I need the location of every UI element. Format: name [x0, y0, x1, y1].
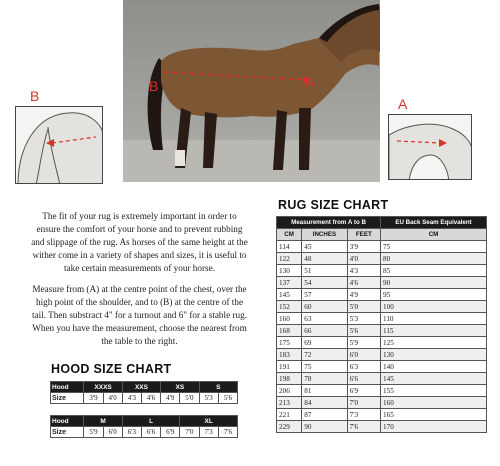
hood-size-l: L: [122, 416, 180, 427]
rug-cell-inches: 63: [302, 313, 347, 325]
label-a: A: [398, 96, 408, 112]
rug-cell-cm: 175: [277, 337, 302, 349]
description-line: wither come in a variety of shapes and sizes, it is useful to: [32, 250, 247, 260]
rug-subheader-eu-cm: CM: [381, 229, 487, 241]
rug-chart-title: RUG SIZE CHART: [278, 198, 389, 212]
rug-cell-eu-cm: 170: [381, 421, 487, 433]
rug-cell-cm: 122: [277, 253, 302, 265]
hood-size-xxxs: XXXS: [84, 382, 122, 393]
rug-cell-feet: 4'3: [347, 265, 380, 277]
rug-cell-inches: 69: [302, 337, 347, 349]
rug-cell-eu-cm: 75: [381, 241, 487, 253]
hood-table-2: [50, 415, 238, 438]
label-b: B: [30, 88, 40, 104]
rug-table-row: [277, 361, 487, 373]
rug-cell-eu-cm: 110: [381, 313, 487, 325]
hood-value: 3'9: [84, 393, 103, 404]
rug-cell-inches: 84: [302, 397, 347, 409]
rug-table-row: [277, 409, 487, 421]
rug-cell-inches: 66: [302, 325, 347, 337]
hood-value: 7'0: [180, 427, 199, 438]
hood-chart-title: HOOD SIZE CHART: [51, 362, 172, 376]
rug-cell-inches: 48: [302, 253, 347, 265]
description-line: and slippage of the rug. As horses of the same height at the: [31, 237, 248, 247]
measure-instructions: [12, 283, 267, 348]
rug-cell-eu-cm: 95: [381, 289, 487, 301]
rug-cell-feet: 3'9: [347, 241, 380, 253]
rug-cell-feet: 7'3: [347, 409, 380, 421]
rug-cell-inches: 54: [302, 277, 347, 289]
rug-cell-feet: 6'6: [347, 373, 380, 385]
rug-cell-eu-cm: 155: [381, 385, 487, 397]
rug-cell-eu-cm: 80: [381, 253, 487, 265]
rug-table-row: [277, 325, 487, 337]
rug-table: [276, 216, 487, 433]
instruction-line: When you have the measurement, choose the nearest from: [32, 323, 247, 333]
rug-table-row: [277, 289, 487, 301]
rug-cell-inches: 57: [302, 289, 347, 301]
rug-cell-feet: 6'9: [347, 385, 380, 397]
rug-cell-inches: 75: [302, 361, 347, 373]
rug-cell-eu-cm: 160: [381, 397, 487, 409]
hood-size-xs: XS: [161, 382, 199, 393]
rug-cell-cm: 183: [277, 349, 302, 361]
rug-cell-feet: 5'0: [347, 301, 380, 313]
rug-cell-cm: 221: [277, 409, 302, 421]
hood-header: Hood: [51, 382, 84, 393]
hood-value: 5'0: [180, 393, 199, 404]
hood-value: 4'0: [103, 393, 122, 404]
rug-cell-eu-cm: 90: [381, 277, 487, 289]
rug-cell-feet: 5'6: [347, 325, 380, 337]
description-line: ensure the comfort of your horse and to prevent rubbing: [36, 224, 243, 234]
rug-header-eu: EU Back Seam Equivalent: [381, 217, 487, 229]
rug-header-measurement: Measurement from A to B: [277, 217, 381, 229]
rug-table-row: [277, 385, 487, 397]
rug-table-body: [277, 241, 487, 433]
rug-cell-cm: 168: [277, 325, 302, 337]
description-line: The fit of your rug is extremely important in order to: [42, 211, 237, 221]
hood-value: 5'9: [84, 427, 103, 438]
rug-table-row: [277, 265, 487, 277]
rug-cell-eu-cm: 130: [381, 349, 487, 361]
rug-cell-cm: 114: [277, 241, 302, 253]
hood-size-m: M: [84, 416, 122, 427]
hood-value: 7'3: [199, 427, 218, 438]
rug-subheader-feet: FEET: [347, 229, 380, 241]
rug-cell-cm: 152: [277, 301, 302, 313]
description-line: take certain measurements of your horse.: [63, 263, 216, 273]
hood-value: 5'3: [199, 393, 218, 404]
rug-cell-feet: 6'0: [347, 349, 380, 361]
hood-value: 4'6: [141, 393, 160, 404]
rug-table-row: [277, 241, 487, 253]
rug-cell-inches: 81: [302, 385, 347, 397]
rug-cell-eu-cm: 100: [381, 301, 487, 313]
hood-row-label: Size: [51, 393, 84, 404]
hood-value: 6'3: [122, 427, 141, 438]
label-b-photo: B: [149, 78, 159, 94]
rug-cell-inches: 87: [302, 409, 347, 421]
rug-cell-feet: 7'6: [347, 421, 380, 433]
hood-value: 6'6: [141, 427, 160, 438]
rug-table-row: [277, 301, 487, 313]
fit-description: [12, 210, 267, 275]
hood-header: Hood: [51, 416, 84, 427]
rug-cell-eu-cm: 145: [381, 373, 487, 385]
rug-cell-feet: 5'3: [347, 313, 380, 325]
instruction-line: Measure from (A) at the centre point of the chest, over the: [32, 284, 247, 294]
rug-cell-cm: 206: [277, 385, 302, 397]
rug-table-row: [277, 313, 487, 325]
rug-cell-cm: 145: [277, 289, 302, 301]
rug-cell-feet: 6'3: [347, 361, 380, 373]
rug-cell-feet: 7'0: [347, 397, 380, 409]
rug-cell-eu-cm: 115: [381, 325, 487, 337]
rug-cell-cm: 198: [277, 373, 302, 385]
rug-subheader-cm: CM: [277, 229, 302, 241]
hood-size-xl: XL: [180, 416, 238, 427]
rug-cell-cm: 229: [277, 421, 302, 433]
hood-value: 5'6: [218, 393, 237, 404]
rug-cell-cm: 191: [277, 361, 302, 373]
rug-cell-eu-cm: 140: [381, 361, 487, 373]
horse-photo: [123, 0, 380, 182]
hood-value: 6'0: [103, 427, 122, 438]
rug-subheader-inches: INCHES: [302, 229, 347, 241]
hood-size-s: S: [199, 382, 237, 393]
rug-cell-cm: 137: [277, 277, 302, 289]
hood-value: 4'3: [122, 393, 141, 404]
rug-table-row: [277, 373, 487, 385]
hood-table-1: [50, 381, 238, 404]
hood-value: 4'9: [161, 393, 180, 404]
rug-cell-eu-cm: 125: [381, 337, 487, 349]
rug-cell-inches: 78: [302, 373, 347, 385]
label-a-photo: A: [305, 74, 315, 90]
rug-cell-feet: 5'9: [347, 337, 380, 349]
inset-tail: [15, 106, 103, 184]
chest-diagram: [389, 115, 472, 180]
rug-table-row: [277, 349, 487, 361]
horse-illustration: [123, 0, 380, 182]
rug-cell-cm: 160: [277, 313, 302, 325]
rug-table-row: [277, 397, 487, 409]
rug-cell-inches: 51: [302, 265, 347, 277]
rug-table-row: [277, 421, 487, 433]
instruction-line: tail. Then substract 4" for a turnout and 6" for a stable rug.: [31, 310, 247, 320]
rug-cell-cm: 130: [277, 265, 302, 277]
rug-cell-inches: 45: [302, 241, 347, 253]
rug-cell-feet: 4'6: [347, 277, 380, 289]
rug-cell-inches: 72: [302, 349, 347, 361]
rug-cell-eu-cm: 165: [381, 409, 487, 421]
rug-table-row: [277, 253, 487, 265]
hood-value: 6'9: [161, 427, 180, 438]
tail-diagram: [16, 107, 103, 184]
hood-row-label: Size: [51, 427, 84, 438]
hood-value: 7'6: [218, 427, 237, 438]
rug-table-row: [277, 277, 487, 289]
rug-cell-eu-cm: 85: [381, 265, 487, 277]
inset-chest: [388, 114, 472, 180]
rug-cell-inches: 60: [302, 301, 347, 313]
rug-cell-feet: 4'9: [347, 289, 380, 301]
rug-cell-cm: 213: [277, 397, 302, 409]
instruction-line: the table to the right.: [101, 336, 178, 346]
rug-cell-feet: 4'0: [347, 253, 380, 265]
hood-size-xxs: XXS: [122, 382, 160, 393]
rug-table-row: [277, 337, 487, 349]
instruction-line: high point of the shoulder, and to (B) at the centre of the: [35, 297, 244, 307]
rug-cell-inches: 90: [302, 421, 347, 433]
